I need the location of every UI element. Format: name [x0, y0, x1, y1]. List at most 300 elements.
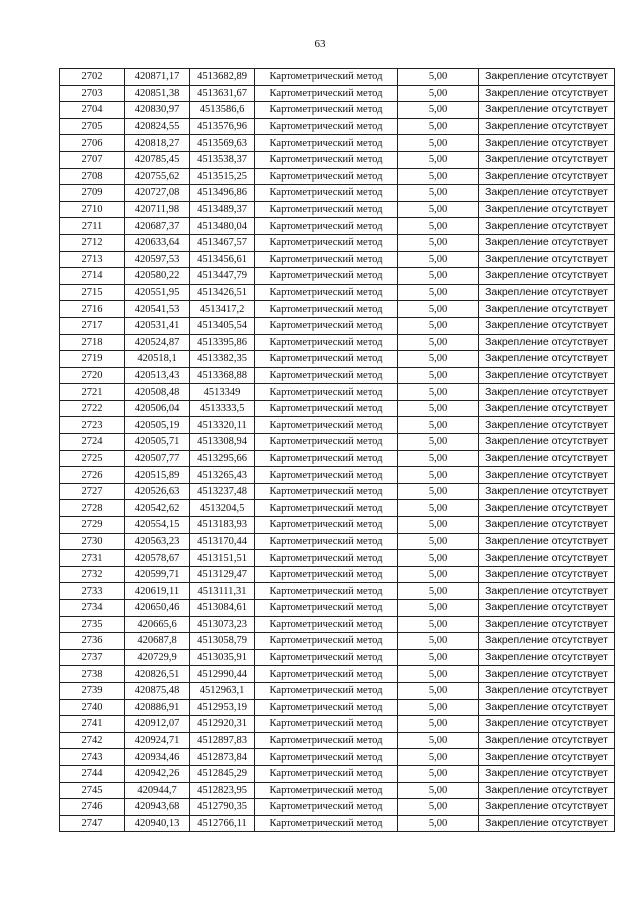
- point-number-cell: 2736: [60, 633, 125, 650]
- accuracy-cell: 5,00: [398, 550, 479, 567]
- accuracy-cell: 5,00: [398, 400, 479, 417]
- method-cell: Картометрический метод: [255, 566, 398, 583]
- table-row: [60, 600, 615, 617]
- table-row: [60, 566, 615, 583]
- y-coordinate-cell: 4513382,35: [190, 351, 255, 368]
- x-coordinate-cell: 420944,7: [125, 782, 190, 799]
- method-cell: Картометрический метод: [255, 384, 398, 401]
- x-coordinate-cell: 420508,48: [125, 384, 190, 401]
- point-number-cell: 2721: [60, 384, 125, 401]
- table-row: [60, 633, 615, 650]
- accuracy-cell: 5,00: [398, 118, 479, 135]
- point-number-cell: 2727: [60, 483, 125, 500]
- y-coordinate-cell: 4512953,19: [190, 699, 255, 716]
- point-number-cell: 2731: [60, 550, 125, 567]
- accuracy-cell: 5,00: [398, 533, 479, 550]
- point-number-cell: 2705: [60, 118, 125, 135]
- table-row: [60, 317, 615, 334]
- x-coordinate-cell: 420505,19: [125, 417, 190, 434]
- accuracy-cell: 5,00: [398, 351, 479, 368]
- y-coordinate-cell: 4513586,6: [190, 102, 255, 119]
- fixing-description-cell: Закрепление отсутствует: [479, 151, 615, 168]
- method-cell: Картометрический метод: [255, 334, 398, 351]
- fixing-description-cell: Закрепление отсутствует: [479, 682, 615, 699]
- table-row: [60, 417, 615, 434]
- y-coordinate-cell: 4513170,44: [190, 533, 255, 550]
- point-number-cell: 2745: [60, 782, 125, 799]
- accuracy-cell: 5,00: [398, 699, 479, 716]
- method-cell: Картометрический метод: [255, 301, 398, 318]
- y-coordinate-cell: 4513151,51: [190, 550, 255, 567]
- fixing-description-cell: Закрепление отсутствует: [479, 666, 615, 683]
- table-row: [60, 400, 615, 417]
- point-number-cell: 2728: [60, 500, 125, 517]
- y-coordinate-cell: 4513447,79: [190, 268, 255, 285]
- accuracy-cell: 5,00: [398, 633, 479, 650]
- fixing-description-cell: Закрепление отсутствует: [479, 417, 615, 434]
- x-coordinate-cell: 420711,98: [125, 201, 190, 218]
- point-number-cell: 2723: [60, 417, 125, 434]
- fixing-description-cell: Закрепление отсутствует: [479, 218, 615, 235]
- point-number-cell: 2726: [60, 467, 125, 484]
- accuracy-cell: 5,00: [398, 334, 479, 351]
- y-coordinate-cell: 4513489,37: [190, 201, 255, 218]
- method-cell: Картометрический метод: [255, 367, 398, 384]
- accuracy-cell: 5,00: [398, 749, 479, 766]
- point-number-cell: 2730: [60, 533, 125, 550]
- accuracy-cell: 5,00: [398, 483, 479, 500]
- y-coordinate-cell: 4513417,2: [190, 301, 255, 318]
- y-coordinate-cell: 4513058,79: [190, 633, 255, 650]
- table-row: [60, 583, 615, 600]
- x-coordinate-cell: 420729,9: [125, 649, 190, 666]
- method-cell: Картометрический метод: [255, 799, 398, 816]
- table-row: [60, 301, 615, 318]
- method-cell: Картометрический метод: [255, 716, 398, 733]
- page-number: 63: [314, 38, 326, 50]
- y-coordinate-cell: 4512897,83: [190, 732, 255, 749]
- fixing-description-cell: Закрепление отсутствует: [479, 102, 615, 119]
- fixing-description-cell: Закрепление отсутствует: [479, 799, 615, 816]
- point-number-cell: 2732: [60, 566, 125, 583]
- table-row: [60, 268, 615, 285]
- table-row: [60, 69, 615, 86]
- point-number-cell: 2709: [60, 185, 125, 202]
- table-row: [60, 201, 615, 218]
- accuracy-cell: 5,00: [398, 234, 479, 251]
- method-cell: Картометрический метод: [255, 234, 398, 251]
- x-coordinate-cell: 420940,13: [125, 815, 190, 832]
- accuracy-cell: 5,00: [398, 317, 479, 334]
- point-number-cell: 2718: [60, 334, 125, 351]
- y-coordinate-cell: 4513496,86: [190, 185, 255, 202]
- table-row: [60, 334, 615, 351]
- fixing-description-cell: Закрепление отсутствует: [479, 69, 615, 86]
- x-coordinate-cell: 420513,43: [125, 367, 190, 384]
- accuracy-cell: 5,00: [398, 69, 479, 86]
- method-cell: Картометрический метод: [255, 135, 398, 152]
- x-coordinate-cell: 420578,67: [125, 550, 190, 567]
- method-cell: Картометрический метод: [255, 782, 398, 799]
- method-cell: Картометрический метод: [255, 400, 398, 417]
- accuracy-cell: 5,00: [398, 500, 479, 517]
- accuracy-cell: 5,00: [398, 251, 479, 268]
- method-cell: Картометрический метод: [255, 600, 398, 617]
- table-row: [60, 367, 615, 384]
- y-coordinate-cell: 4513395,86: [190, 334, 255, 351]
- accuracy-cell: 5,00: [398, 102, 479, 119]
- accuracy-cell: 5,00: [398, 616, 479, 633]
- x-coordinate-cell: 420665,6: [125, 616, 190, 633]
- accuracy-cell: 5,00: [398, 201, 479, 218]
- method-cell: Картометрический метод: [255, 185, 398, 202]
- fixing-description-cell: Закрепление отсутствует: [479, 732, 615, 749]
- table-row: [60, 185, 615, 202]
- y-coordinate-cell: 4513405,54: [190, 317, 255, 334]
- method-cell: Картометрический метод: [255, 517, 398, 534]
- fixing-description-cell: Закрепление отсутствует: [479, 400, 615, 417]
- accuracy-cell: 5,00: [398, 185, 479, 202]
- method-cell: Картометрический метод: [255, 85, 398, 102]
- y-coordinate-cell: 4513073,23: [190, 616, 255, 633]
- x-coordinate-cell: 420924,71: [125, 732, 190, 749]
- fixing-description-cell: Закрепление отсутствует: [479, 583, 615, 600]
- table-row: [60, 467, 615, 484]
- x-coordinate-cell: 420687,8: [125, 633, 190, 650]
- x-coordinate-cell: 420943,68: [125, 799, 190, 816]
- point-number-cell: 2737: [60, 649, 125, 666]
- table-row: [60, 716, 615, 733]
- x-coordinate-cell: 420826,51: [125, 666, 190, 683]
- x-coordinate-cell: 420755,62: [125, 168, 190, 185]
- method-cell: Картометрический метод: [255, 467, 398, 484]
- fixing-description-cell: Закрепление отсутствует: [479, 334, 615, 351]
- accuracy-cell: 5,00: [398, 815, 479, 832]
- x-coordinate-cell: 420818,27: [125, 135, 190, 152]
- table-row: [60, 251, 615, 268]
- point-number-cell: 2720: [60, 367, 125, 384]
- point-number-cell: 2724: [60, 434, 125, 451]
- method-cell: Картометрический метод: [255, 450, 398, 467]
- x-coordinate-cell: 420599,71: [125, 566, 190, 583]
- method-cell: Картометрический метод: [255, 533, 398, 550]
- accuracy-cell: 5,00: [398, 301, 479, 318]
- fixing-description-cell: Закрепление отсутствует: [479, 201, 615, 218]
- point-number-cell: 2703: [60, 85, 125, 102]
- accuracy-cell: 5,00: [398, 85, 479, 102]
- table-row: [60, 749, 615, 766]
- point-number-cell: 2715: [60, 284, 125, 301]
- y-coordinate-cell: 4512823,95: [190, 782, 255, 799]
- table-row: [60, 85, 615, 102]
- y-coordinate-cell: 4513308,94: [190, 434, 255, 451]
- x-coordinate-cell: 420851,38: [125, 85, 190, 102]
- method-cell: Картометрический метод: [255, 102, 398, 119]
- point-number-cell: 2716: [60, 301, 125, 318]
- x-coordinate-cell: 420619,11: [125, 583, 190, 600]
- table-row: [60, 234, 615, 251]
- point-number-cell: 2734: [60, 600, 125, 617]
- coordinates-table-body: [60, 69, 615, 832]
- table-row: [60, 799, 615, 816]
- table-row: [60, 284, 615, 301]
- y-coordinate-cell: 4512766,11: [190, 815, 255, 832]
- y-coordinate-cell: 4512920,31: [190, 716, 255, 733]
- point-number-cell: 2744: [60, 765, 125, 782]
- accuracy-cell: 5,00: [398, 732, 479, 749]
- point-number-cell: 2747: [60, 815, 125, 832]
- point-number-cell: 2711: [60, 218, 125, 235]
- y-coordinate-cell: 4513111,31: [190, 583, 255, 600]
- method-cell: Картометрический метод: [255, 483, 398, 500]
- fixing-description-cell: Закрепление отсутствует: [479, 699, 615, 716]
- fixing-description-cell: Закрепление отсутствует: [479, 500, 615, 517]
- accuracy-cell: 5,00: [398, 765, 479, 782]
- x-coordinate-cell: 420886,91: [125, 699, 190, 716]
- method-cell: Картометрический метод: [255, 682, 398, 699]
- method-cell: Картометрический метод: [255, 268, 398, 285]
- fixing-description-cell: Закрепление отсутствует: [479, 367, 615, 384]
- table-row: [60, 666, 615, 683]
- point-number-cell: 2742: [60, 732, 125, 749]
- x-coordinate-cell: 420871,17: [125, 69, 190, 86]
- table-row: [60, 732, 615, 749]
- fixing-description-cell: Закрепление отсутствует: [479, 633, 615, 650]
- fixing-description-cell: Закрепление отсутствует: [479, 317, 615, 334]
- y-coordinate-cell: 4513467,57: [190, 234, 255, 251]
- x-coordinate-cell: 420597,53: [125, 251, 190, 268]
- table-row: [60, 450, 615, 467]
- accuracy-cell: 5,00: [398, 600, 479, 617]
- table-row: [60, 135, 615, 152]
- point-number-cell: 2702: [60, 69, 125, 86]
- table-row: [60, 118, 615, 135]
- point-number-cell: 2713: [60, 251, 125, 268]
- y-coordinate-cell: 4513265,43: [190, 467, 255, 484]
- y-coordinate-cell: 4513333,5: [190, 400, 255, 417]
- coordinates-table: [59, 68, 615, 832]
- y-coordinate-cell: 4513576,96: [190, 118, 255, 135]
- x-coordinate-cell: 420687,37: [125, 218, 190, 235]
- fixing-description-cell: Закрепление отсутствует: [479, 168, 615, 185]
- point-number-cell: 2722: [60, 400, 125, 417]
- table-row: [60, 649, 615, 666]
- fixing-description-cell: Закрепление отсутствует: [479, 566, 615, 583]
- y-coordinate-cell: 4512963,1: [190, 682, 255, 699]
- x-coordinate-cell: 420542,62: [125, 500, 190, 517]
- x-coordinate-cell: 420506,04: [125, 400, 190, 417]
- fixing-description-cell: Закрепление отсутствует: [479, 284, 615, 301]
- method-cell: Картометрический метод: [255, 168, 398, 185]
- method-cell: Картометрический метод: [255, 500, 398, 517]
- x-coordinate-cell: 420526,63: [125, 483, 190, 500]
- point-number-cell: 2719: [60, 351, 125, 368]
- method-cell: Картометрический метод: [255, 616, 398, 633]
- y-coordinate-cell: 4513320,11: [190, 417, 255, 434]
- accuracy-cell: 5,00: [398, 268, 479, 285]
- table-row: [60, 384, 615, 401]
- point-number-cell: 2740: [60, 699, 125, 716]
- point-number-cell: 2735: [60, 616, 125, 633]
- accuracy-cell: 5,00: [398, 566, 479, 583]
- y-coordinate-cell: 4513515,25: [190, 168, 255, 185]
- x-coordinate-cell: 420541,53: [125, 301, 190, 318]
- point-number-cell: 2729: [60, 517, 125, 534]
- y-coordinate-cell: 4513682,89: [190, 69, 255, 86]
- y-coordinate-cell: 4513129,47: [190, 566, 255, 583]
- table-row: [60, 815, 615, 832]
- x-coordinate-cell: 420554,15: [125, 517, 190, 534]
- method-cell: Картометрический метод: [255, 284, 398, 301]
- fixing-description-cell: Закрепление отсутствует: [479, 765, 615, 782]
- method-cell: Картометрический метод: [255, 666, 398, 683]
- method-cell: Картометрический метод: [255, 633, 398, 650]
- method-cell: Картометрический метод: [255, 583, 398, 600]
- accuracy-cell: 5,00: [398, 367, 479, 384]
- table-row: [60, 699, 615, 716]
- point-number-cell: 2746: [60, 799, 125, 816]
- fixing-description-cell: Закрепление отсутствует: [479, 616, 615, 633]
- point-number-cell: 2741: [60, 716, 125, 733]
- y-coordinate-cell: 4513456,61: [190, 251, 255, 268]
- y-coordinate-cell: 4513368,88: [190, 367, 255, 384]
- x-coordinate-cell: 420830,97: [125, 102, 190, 119]
- table-row: [60, 168, 615, 185]
- table-row: [60, 616, 615, 633]
- x-coordinate-cell: 420563,23: [125, 533, 190, 550]
- x-coordinate-cell: 420650,46: [125, 600, 190, 617]
- point-number-cell: 2706: [60, 135, 125, 152]
- table-row: [60, 500, 615, 517]
- y-coordinate-cell: 4512990,44: [190, 666, 255, 683]
- y-coordinate-cell: 4513295,66: [190, 450, 255, 467]
- y-coordinate-cell: 4512873,84: [190, 749, 255, 766]
- y-coordinate-cell: 4513084,61: [190, 600, 255, 617]
- fixing-description-cell: Закрепление отсутствует: [479, 251, 615, 268]
- table-row: [60, 151, 615, 168]
- fixing-description-cell: Закрепление отсутствует: [479, 118, 615, 135]
- point-number-cell: 2710: [60, 201, 125, 218]
- fixing-description-cell: Закрепление отсутствует: [479, 85, 615, 102]
- y-coordinate-cell: 4513480,04: [190, 218, 255, 235]
- accuracy-cell: 5,00: [398, 284, 479, 301]
- method-cell: Картометрический метод: [255, 699, 398, 716]
- x-coordinate-cell: 420531,41: [125, 317, 190, 334]
- method-cell: Картометрический метод: [255, 69, 398, 86]
- accuracy-cell: 5,00: [398, 417, 479, 434]
- method-cell: Картометрический метод: [255, 251, 398, 268]
- fixing-description-cell: Закрепление отсутствует: [479, 517, 615, 534]
- x-coordinate-cell: 420507,77: [125, 450, 190, 467]
- table-row: [60, 517, 615, 534]
- method-cell: Картометрический метод: [255, 765, 398, 782]
- method-cell: Картометрический метод: [255, 550, 398, 567]
- fixing-description-cell: Закрепление отсутствует: [479, 384, 615, 401]
- point-number-cell: 2725: [60, 450, 125, 467]
- y-coordinate-cell: 4512845,29: [190, 765, 255, 782]
- x-coordinate-cell: 420633,64: [125, 234, 190, 251]
- fixing-description-cell: Закрепление отсутствует: [479, 815, 615, 832]
- accuracy-cell: 5,00: [398, 517, 479, 534]
- method-cell: Картометрический метод: [255, 151, 398, 168]
- point-number-cell: 2707: [60, 151, 125, 168]
- point-number-cell: 2708: [60, 168, 125, 185]
- table-row: [60, 550, 615, 567]
- fixing-description-cell: Закрепление отсутствует: [479, 351, 615, 368]
- y-coordinate-cell: 4513538,37: [190, 151, 255, 168]
- table-row: [60, 218, 615, 235]
- method-cell: Картометрический метод: [255, 749, 398, 766]
- y-coordinate-cell: 4513183,93: [190, 517, 255, 534]
- fixing-description-cell: Закрепление отсутствует: [479, 450, 615, 467]
- point-number-cell: 2739: [60, 682, 125, 699]
- table-row: [60, 682, 615, 699]
- x-coordinate-cell: 420785,45: [125, 151, 190, 168]
- table-row: [60, 351, 615, 368]
- table-row: [60, 765, 615, 782]
- accuracy-cell: 5,00: [398, 799, 479, 816]
- accuracy-cell: 5,00: [398, 583, 479, 600]
- point-number-cell: 2738: [60, 666, 125, 683]
- fixing-description-cell: Закрепление отсутствует: [479, 234, 615, 251]
- accuracy-cell: 5,00: [398, 135, 479, 152]
- x-coordinate-cell: 420824,55: [125, 118, 190, 135]
- y-coordinate-cell: 4513631,67: [190, 85, 255, 102]
- method-cell: Картометрический метод: [255, 732, 398, 749]
- accuracy-cell: 5,00: [398, 467, 479, 484]
- y-coordinate-cell: 4513426,51: [190, 284, 255, 301]
- point-number-cell: 2704: [60, 102, 125, 119]
- accuracy-cell: 5,00: [398, 384, 479, 401]
- fixing-description-cell: Закрепление отсутствует: [479, 716, 615, 733]
- method-cell: Картометрический метод: [255, 218, 398, 235]
- point-number-cell: 2717: [60, 317, 125, 334]
- y-coordinate-cell: 4513204,5: [190, 500, 255, 517]
- point-number-cell: 2743: [60, 749, 125, 766]
- accuracy-cell: 5,00: [398, 151, 479, 168]
- fixing-description-cell: Закрепление отсутствует: [479, 301, 615, 318]
- x-coordinate-cell: 420518,1: [125, 351, 190, 368]
- y-coordinate-cell: 4513569,63: [190, 135, 255, 152]
- accuracy-cell: 5,00: [398, 682, 479, 699]
- point-number-cell: 2733: [60, 583, 125, 600]
- fixing-description-cell: Закрепление отсутствует: [479, 185, 615, 202]
- x-coordinate-cell: 420580,22: [125, 268, 190, 285]
- accuracy-cell: 5,00: [398, 782, 479, 799]
- fixing-description-cell: Закрепление отсутствует: [479, 550, 615, 567]
- x-coordinate-cell: 420524,87: [125, 334, 190, 351]
- fixing-description-cell: Закрепление отсутствует: [479, 434, 615, 451]
- method-cell: Картометрический метод: [255, 118, 398, 135]
- method-cell: Картометрический метод: [255, 417, 398, 434]
- point-number-cell: 2712: [60, 234, 125, 251]
- accuracy-cell: 5,00: [398, 450, 479, 467]
- fixing-description-cell: Закрепление отсутствует: [479, 533, 615, 550]
- table-row: [60, 533, 615, 550]
- fixing-description-cell: Закрепление отсутствует: [479, 135, 615, 152]
- y-coordinate-cell: 4513349: [190, 384, 255, 401]
- fixing-description-cell: Закрепление отсутствует: [479, 483, 615, 500]
- y-coordinate-cell: 4512790,35: [190, 799, 255, 816]
- table-row: [60, 102, 615, 119]
- x-coordinate-cell: 420727,08: [125, 185, 190, 202]
- accuracy-cell: 5,00: [398, 716, 479, 733]
- x-coordinate-cell: 420505,71: [125, 434, 190, 451]
- method-cell: Картометрический метод: [255, 649, 398, 666]
- fixing-description-cell: Закрепление отсутствует: [479, 649, 615, 666]
- table-row: [60, 483, 615, 500]
- x-coordinate-cell: 420942,26: [125, 765, 190, 782]
